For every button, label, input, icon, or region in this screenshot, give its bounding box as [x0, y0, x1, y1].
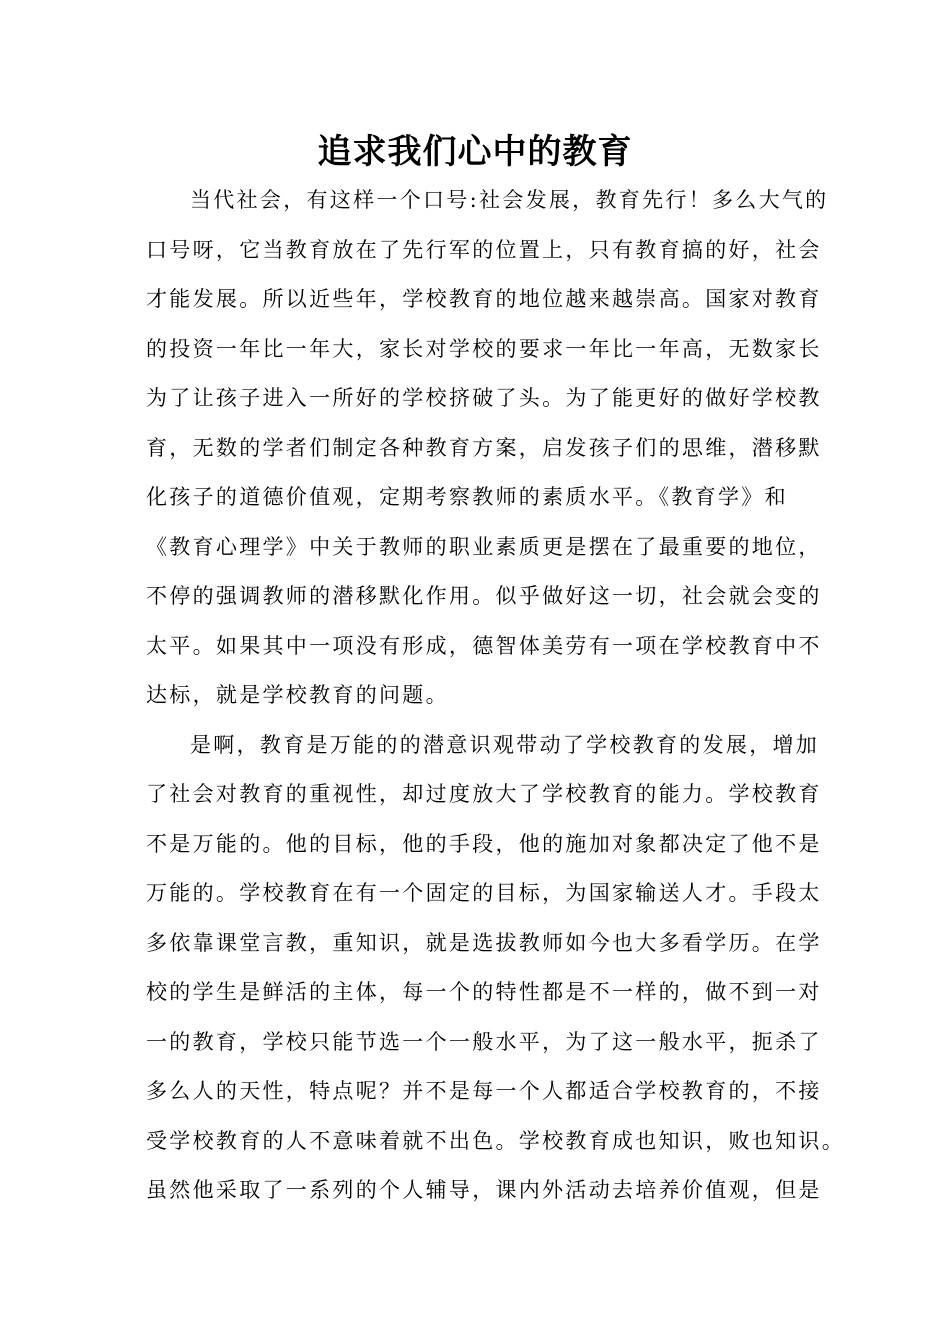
paragraph-1-line-4: 的投资一年比一年大，家长对学校的要求一年比一年高，无数家长	[146, 337, 822, 361]
paragraph-2-line-2: 了社会对教育的重视性，却过度放大了学校教育的能力。学校教育	[146, 782, 822, 806]
paragraph-1-line-7: 化孩子的道德价值观，定期考察教师的素质水平。《教育学》和	[146, 485, 788, 509]
paragraph-1-line-8: 《教育心理学》中关于教师的职业素质更是摆在了最重要的地位，	[146, 535, 822, 559]
paragraph-2-line-9: 受学校教育的人不意味着就不出色。学校教育成也知识，败也知识。	[146, 1129, 845, 1153]
paragraph-2-line-10: 虽然他采取了一系列的个人辅导，课内外活动去培养价值观，但是	[146, 1178, 822, 1202]
paragraph-1-line-9: 不停的强调教师的潜移默化作用。似乎做好这一切，社会就会变的	[146, 584, 822, 608]
paragraph-2-line-1: 是啊，教育是万能的的潜意识观带动了学校教育的发展，增加	[190, 733, 820, 757]
paragraph-1-line-5: 为了让孩子进入一所好的学校挤破了头。为了能更好的做好学校教	[146, 386, 822, 410]
paragraph-1-line-1: 当代社会，有这样一个口号:社会发展，教育先行！多么大气的	[190, 188, 829, 212]
paragraph-1-line-3: 才能发展。所以近些年，学校教育的地位越来越崇高。国家对教育	[146, 287, 822, 311]
paragraph-2-line-5: 多依靠课堂言教，重知识，就是选拔教师如今也大多看学历。在学	[146, 931, 822, 955]
paragraph-2-line-8: 多么人的天性，特点呢？并不是每一个人都适合学校教育的，不接	[146, 1079, 822, 1103]
paragraph-2-line-3: 不是万能的。他的目标，他的手段，他的施加对象都决定了他不是	[146, 832, 822, 856]
paragraph-1-line-10: 太平。如果其中一项没有形成，德智体美劳有一项在学校教育中不	[146, 634, 822, 658]
paragraph-2-line-7: 一的教育，学校只能节选一个一般水平，为了这一般水平，扼杀了	[146, 1030, 822, 1054]
paragraph-2-line-4: 万能的。学校教育在有一个固定的目标，为国家输送人才。手段太	[146, 881, 822, 905]
paragraph-1-line-6: 育，无数的学者们制定各种教育方案，启发孩子们的思维，潜移默	[146, 436, 822, 460]
document-title: 追求我们心中的教育	[317, 132, 633, 172]
paragraph-1-line-2: 口号呀，它当教育放在了先行军的位置上，只有教育搞的好，社会	[146, 238, 822, 262]
paragraph-1-line-11: 达标，就是学校教育的问题。	[146, 683, 449, 707]
paragraph-2-line-6: 校的学生是鲜活的主体，每一个的特性都是不一样的，做不到一对	[146, 980, 822, 1004]
